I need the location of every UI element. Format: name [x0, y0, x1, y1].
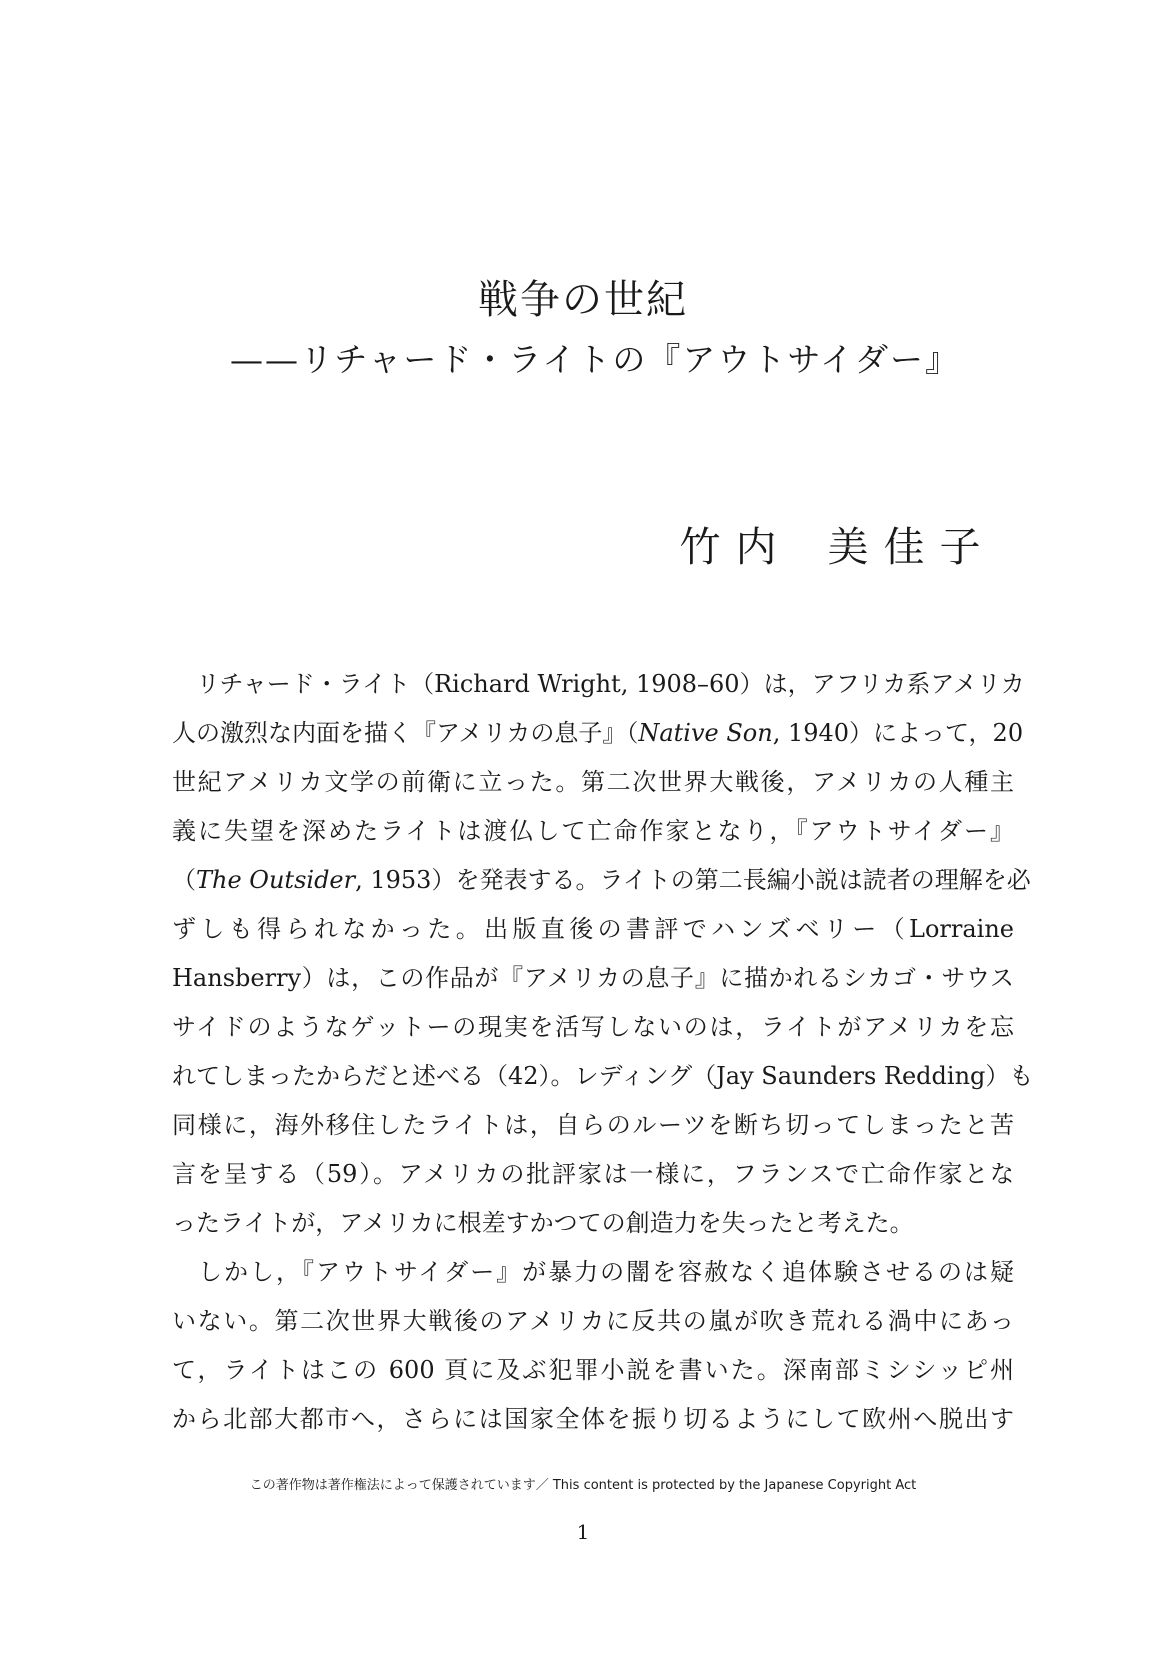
body-line: れてしまったからだと述べる（42）。レディング（Jay Saunders Redding）も	[172, 1062, 1034, 1090]
body-line: ずしも得られなかった。出版直後の書評でハンズベリー（Lorraine	[172, 915, 1014, 943]
author-name	[672, 514, 992, 573]
body-line: 言を呈する（59）。アメリカの批評家は一様に，フランスで亡命作家とな	[172, 1160, 1014, 1188]
body-line: 義に失望を深めたライトは渡仏して亡命作家となり，『アウトサイダー』	[172, 817, 1014, 845]
body-line: Hansberry）は，この作品が『アメリカの息子』に描かれるシカゴ・サウス	[172, 964, 1014, 992]
body-line: 同様に，海外移住したライトは，自らのルーツを断ち切ってしまったと苦	[172, 1111, 1014, 1139]
author-char: 子	[939, 523, 981, 571]
page-number: 1	[576, 1520, 590, 1544]
body-line: リチャード・ライト（Richard Wright, 1908–60）は，アフリカ系アメリカ	[172, 670, 1025, 698]
author-char: 竹	[679, 523, 721, 571]
body-line: いない。第二次世界大戦後のアメリカに反共の嵐が吹き荒れる渦中にあっ	[172, 1307, 1014, 1335]
body-line: サイドのようなゲットーの現実を活写しないのは，ライトがアメリカを忘	[172, 1013, 1014, 1041]
author-char: 佳	[883, 523, 925, 571]
body-line: 世紀アメリカ文学の前衛に立った。第二次世界大戦後，アメリカの人種主	[172, 768, 1014, 796]
author-char: 内	[735, 523, 777, 571]
body-line: しかし，『アウトサイダー』が暴力の闇を容赦なく追体験させるのは疑	[172, 1258, 1014, 1286]
body-text	[172, 660, 1034, 1444]
copyright-notice: この著作物は著作権法によって保護されています／ This content is protected by the Japanese Copyright Act	[249, 1478, 917, 1493]
body-line: 人の激烈な内面を描く『アメリカの息子』（Native Son, 1940）によって，20	[172, 719, 1024, 747]
body-line: て，ライトはこの 600 頁に及ぶ犯罪小説を書いた。深南部ミシシッピ州	[172, 1356, 1014, 1384]
article-title: 戦争の世紀	[478, 277, 688, 323]
body-line: から北部大都市へ，さらには国家全体を振り切るようにして欧州へ脱出す	[172, 1405, 1014, 1433]
body-line: ったライトが，アメリカに根差すかつての創造力を失ったと考えた。	[172, 1209, 914, 1237]
article-subtitle: ——リチャード・ライトの『アウトサイダー』	[230, 340, 961, 379]
author-char: 美	[827, 523, 869, 571]
body-line: （The Outsider, 1953）を発表する。ライトの第二長編小説は読者の理解を必	[172, 866, 1031, 894]
